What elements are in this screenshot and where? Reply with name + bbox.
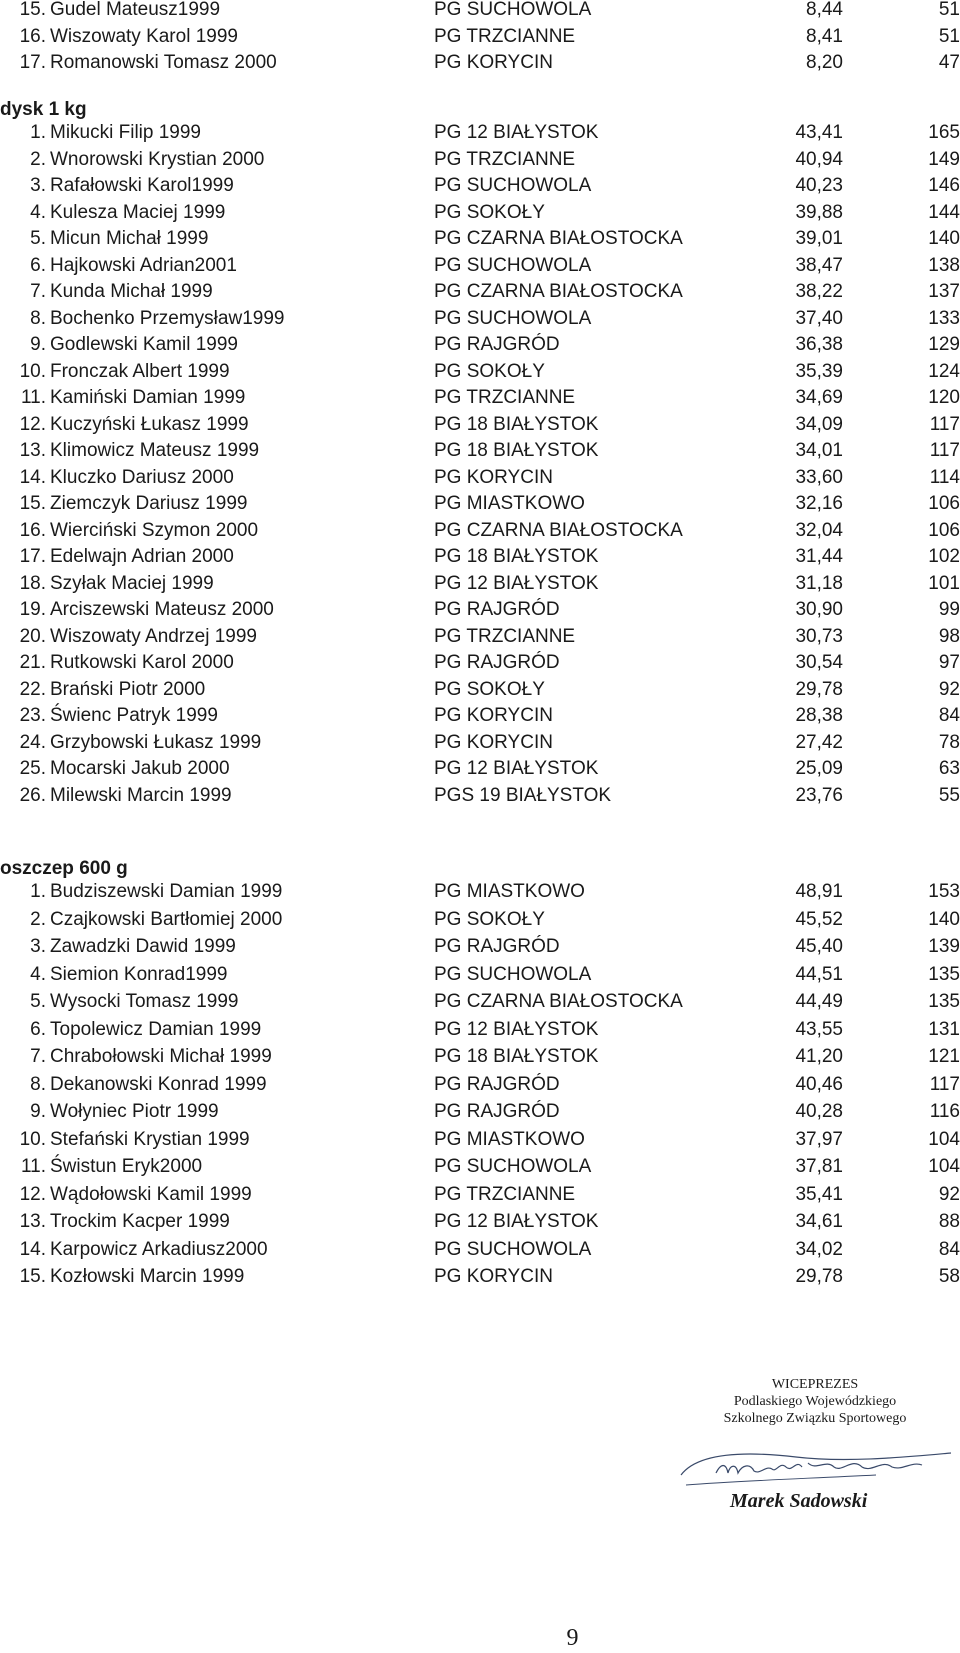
result-row bbox=[0, 879, 960, 905]
cell-school: PG RAJGRÓD bbox=[434, 599, 560, 620]
cell-points: 149 bbox=[928, 148, 960, 170]
cell-points: 98 bbox=[938, 625, 960, 647]
result-row bbox=[0, 1209, 960, 1235]
cell-points: 165 bbox=[928, 122, 960, 143]
cell-name: Wnorowski Krystian 2000 bbox=[50, 148, 265, 170]
cell-num: 14. bbox=[19, 466, 46, 488]
result-row bbox=[0, 279, 960, 305]
result-row bbox=[0, 491, 960, 517]
result-row bbox=[0, 1099, 960, 1125]
result-row bbox=[0, 1237, 960, 1263]
cell-num: 17. bbox=[19, 52, 46, 73]
cell-points: 106 bbox=[928, 493, 960, 514]
result-row bbox=[0, 438, 960, 464]
cell-num: 3. bbox=[30, 936, 46, 957]
cell-result: 48,91 bbox=[795, 881, 843, 902]
cell-num: 11. bbox=[20, 387, 46, 408]
cell-num: 6. bbox=[30, 254, 46, 276]
cell-result: 37,81 bbox=[795, 1156, 843, 1177]
cell-points: 51 bbox=[938, 25, 960, 47]
result-row bbox=[0, 147, 960, 173]
javelin-heading: oszczep 600 g bbox=[0, 858, 128, 879]
cell-num: 1. bbox=[30, 881, 46, 902]
cell-result: 37,40 bbox=[795, 307, 843, 329]
cell-name: Fronczak Albert 1999 bbox=[50, 360, 230, 382]
cell-num: 16. bbox=[19, 25, 46, 47]
cell-school: PG MIASTKOWO bbox=[434, 1128, 585, 1150]
handwritten-signature bbox=[676, 1445, 956, 1490]
cell-name: Trockim Kacper 1999 bbox=[50, 1211, 230, 1232]
cell-school: PG SUCHOWOLA bbox=[434, 963, 592, 985]
cell-result: 31,18 bbox=[795, 572, 843, 594]
cell-name: Siemion Konrad1999 bbox=[50, 963, 228, 985]
cell-name: Godlewski Kamil 1999 bbox=[50, 334, 238, 355]
cell-school: PG TRZCIANNE bbox=[434, 1183, 576, 1205]
cell-num: 4. bbox=[30, 963, 46, 985]
cell-num: 26. bbox=[19, 784, 46, 806]
cell-points: 120 bbox=[928, 387, 960, 408]
cell-num: 18. bbox=[19, 572, 46, 594]
cell-school: PG SUCHOWOLA bbox=[434, 1238, 592, 1260]
result-row bbox=[0, 907, 960, 933]
cell-num: 25. bbox=[19, 758, 46, 779]
cell-num: 2. bbox=[30, 908, 46, 930]
cell-points: 114 bbox=[929, 466, 960, 488]
cell-result: 25,09 bbox=[795, 758, 843, 779]
cell-school: PG SOKOŁY bbox=[434, 678, 545, 700]
cell-points: 140 bbox=[928, 228, 960, 249]
cell-points: 104 bbox=[928, 1156, 960, 1177]
cell-result: 40,46 bbox=[795, 1073, 843, 1095]
cell-num: 16. bbox=[19, 519, 46, 541]
result-row bbox=[0, 518, 960, 544]
result-row bbox=[0, 1182, 960, 1208]
cell-name: Szyłak Maciej 1999 bbox=[50, 572, 214, 594]
cell-school: PG SOKOŁY bbox=[434, 201, 545, 223]
result-row bbox=[0, 359, 960, 385]
result-row bbox=[0, 571, 960, 597]
result-row bbox=[0, 385, 960, 411]
cell-name: Micun Michał 1999 bbox=[50, 228, 209, 249]
cell-name: Romanowski Tomasz 2000 bbox=[50, 52, 277, 73]
cell-points: 124 bbox=[928, 360, 960, 382]
result-row bbox=[0, 1044, 960, 1070]
cell-points: 104 bbox=[928, 1128, 960, 1150]
cell-school: PG 12 BIAŁYSTOK bbox=[434, 1211, 599, 1232]
cell-points: 138 bbox=[928, 254, 960, 276]
cell-result: 31,44 bbox=[795, 546, 843, 567]
result-row bbox=[0, 544, 960, 570]
cell-name: Chrabołowski Michał 1999 bbox=[50, 1046, 272, 1067]
cell-school: PG KORYCIN bbox=[434, 731, 553, 753]
cell-num: 15. bbox=[19, 1266, 46, 1287]
cell-name: Mikucki Filip 1999 bbox=[50, 122, 201, 143]
cell-points: 137 bbox=[928, 281, 960, 302]
result-row bbox=[0, 1072, 960, 1098]
cell-points: 101 bbox=[928, 572, 960, 594]
cell-num: 9. bbox=[30, 334, 46, 355]
signature-title-block bbox=[690, 1376, 940, 1427]
cell-school: PG TRZCIANNE bbox=[434, 625, 576, 647]
cell-result: 34,09 bbox=[795, 413, 843, 435]
cell-school: PG SUCHOWOLA bbox=[434, 254, 592, 276]
cell-result: 29,78 bbox=[795, 1266, 843, 1287]
cell-school: PG RAJGRÓD bbox=[434, 334, 560, 355]
cell-school: PG SUCHOWOLA bbox=[434, 175, 592, 196]
cell-name: Wołyniec Piotr 1999 bbox=[50, 1101, 219, 1122]
cell-name: Karpowicz Arkadiusz2000 bbox=[50, 1238, 268, 1260]
signature-line-1: Podlaskiego Wojewódzkiego bbox=[733, 1394, 897, 1409]
cell-school: PG CZARNA BIAŁOSTOCKA bbox=[434, 281, 683, 302]
cell-result: 27,42 bbox=[795, 731, 843, 753]
cell-points: 135 bbox=[928, 963, 960, 985]
cell-num: 20. bbox=[19, 625, 46, 647]
result-row bbox=[0, 650, 960, 676]
cell-result: 32,04 bbox=[795, 519, 843, 541]
cell-result: 8,41 bbox=[806, 25, 843, 47]
result-row bbox=[0, 24, 960, 50]
cell-school: PG 18 BIAŁYSTOK bbox=[434, 546, 599, 567]
cell-result: 38,22 bbox=[795, 281, 843, 302]
cell-name: Gudel Mateusz1999 bbox=[50, 0, 221, 20]
cell-school: PG 18 BIAŁYSTOK bbox=[434, 1046, 599, 1067]
cell-name: Kozłowski Marcin 1999 bbox=[50, 1266, 245, 1287]
cell-points: 99 bbox=[938, 599, 960, 620]
cell-name: Stefański Krystian 1999 bbox=[50, 1128, 250, 1150]
cell-school: PG 12 BIAŁYSTOK bbox=[434, 758, 599, 779]
cell-points: 140 bbox=[928, 908, 960, 930]
cell-name: Rutkowski Karol 2000 bbox=[50, 652, 234, 673]
cell-result: 45,52 bbox=[795, 908, 843, 930]
cell-result: 37,97 bbox=[795, 1128, 843, 1150]
cell-result: 41,20 bbox=[795, 1046, 843, 1067]
cell-school: PG CZARNA BIAŁOSTOCKA bbox=[434, 519, 683, 541]
result-row bbox=[0, 783, 960, 809]
cell-result: 33,60 bbox=[795, 466, 843, 488]
result-row bbox=[0, 1154, 960, 1180]
cell-points: 92 bbox=[938, 678, 960, 700]
cell-num: 12. bbox=[19, 413, 46, 435]
cell-points: 117 bbox=[929, 440, 960, 461]
cell-school: PG SUCHOWOLA bbox=[434, 0, 592, 20]
discus-heading: dysk 1 kg bbox=[0, 99, 87, 120]
result-row bbox=[0, 624, 960, 650]
cell-name: Wysocki Tomasz 1999 bbox=[50, 991, 239, 1012]
cell-name: Wądołowski Kamil 1999 bbox=[50, 1183, 252, 1205]
cell-points: 121 bbox=[928, 1046, 960, 1067]
cell-school: PG KORYCIN bbox=[434, 52, 553, 73]
cell-result: 30,90 bbox=[795, 599, 843, 620]
cell-num: 15. bbox=[19, 493, 46, 514]
cell-school: PGS 19 BIAŁYSTOK bbox=[434, 784, 612, 806]
cell-num: 7. bbox=[30, 1046, 46, 1067]
cell-points: 84 bbox=[938, 1238, 960, 1260]
cell-name: Bochenko Przemysław1999 bbox=[50, 307, 285, 329]
cell-points: 106 bbox=[928, 519, 960, 541]
cell-points: 135 bbox=[928, 991, 960, 1012]
cell-name: Ziemczyk Dariusz 1999 bbox=[50, 493, 248, 514]
cell-school: PG CZARNA BIAŁOSTOCKA bbox=[434, 228, 683, 249]
cell-school: PG MIASTKOWO bbox=[434, 881, 585, 902]
cell-num: 13. bbox=[19, 440, 46, 461]
cell-num: 23. bbox=[19, 705, 46, 726]
cell-school: PG RAJGRÓD bbox=[434, 1101, 560, 1122]
cell-num: 24. bbox=[19, 731, 46, 753]
cell-result: 32,16 bbox=[795, 493, 843, 514]
cell-name: Mocarski Jakub 2000 bbox=[50, 758, 230, 779]
cell-name: Topolewicz Damian 1999 bbox=[50, 1018, 262, 1040]
cell-num: 22. bbox=[19, 678, 46, 700]
cell-result: 23,76 bbox=[795, 784, 843, 806]
result-row bbox=[0, 1264, 960, 1290]
result-row bbox=[0, 934, 960, 960]
cell-name: Zawadzki Dawid 1999 bbox=[50, 936, 236, 957]
cell-result: 30,54 bbox=[795, 652, 843, 673]
cell-points: 146 bbox=[928, 175, 960, 196]
result-row bbox=[0, 703, 960, 729]
signatory-name: Marek Sadowski bbox=[730, 1490, 868, 1512]
cell-school: PG KORYCIN bbox=[434, 466, 553, 488]
result-row bbox=[0, 0, 960, 23]
cell-name: Kunda Michał 1999 bbox=[50, 281, 213, 302]
cell-points: 92 bbox=[938, 1183, 960, 1205]
cell-result: 34,01 bbox=[795, 440, 843, 461]
cell-result: 34,02 bbox=[795, 1238, 843, 1260]
cell-points: 131 bbox=[928, 1018, 960, 1040]
cell-points: 47 bbox=[938, 52, 960, 73]
cell-name: Kamiński Damian 1999 bbox=[50, 387, 246, 408]
cell-name: Hajkowski Adrian2001 bbox=[50, 254, 237, 276]
cell-result: 44,49 bbox=[795, 991, 843, 1012]
cell-num: 17. bbox=[19, 546, 46, 567]
cell-name: Kluczko Dariusz 2000 bbox=[50, 466, 234, 488]
result-row bbox=[0, 1127, 960, 1153]
cell-school: PG TRZCIANNE bbox=[434, 148, 576, 170]
cell-name: Rafałowski Karol1999 bbox=[50, 175, 234, 196]
cell-num: 11. bbox=[20, 1156, 46, 1177]
cell-num: 12. bbox=[19, 1183, 46, 1205]
cell-result: 39,88 bbox=[795, 201, 843, 223]
cell-points: 84 bbox=[938, 705, 960, 726]
cell-name: Wierciński Szymon 2000 bbox=[50, 519, 259, 541]
cell-points: 153 bbox=[928, 881, 960, 902]
cell-name: Dekanowski Konrad 1999 bbox=[50, 1073, 267, 1095]
cell-name: Brański Piotr 2000 bbox=[50, 678, 206, 700]
result-row bbox=[0, 730, 960, 756]
signature-line-2: Szkolnego Związku Sportowego bbox=[723, 1411, 907, 1426]
cell-result: 44,51 bbox=[795, 963, 843, 985]
cell-result: 43,55 bbox=[795, 1018, 843, 1040]
cell-name: Edelwajn Adrian 2000 bbox=[50, 546, 234, 567]
cell-name: Czajkowski Bartłomiej 2000 bbox=[50, 908, 283, 930]
cell-points: 102 bbox=[928, 546, 960, 567]
cell-points: 133 bbox=[928, 307, 960, 329]
signature-title: WICEPREZES bbox=[771, 1377, 859, 1392]
cell-name: Arciszewski Mateusz 2000 bbox=[50, 599, 274, 620]
cell-school: PG 18 BIAŁYSTOK bbox=[434, 413, 599, 435]
cell-name: Kulesza Maciej 1999 bbox=[50, 201, 226, 223]
page-number: 9 bbox=[566, 1625, 579, 1651]
cell-name: Wiszowaty Andrzej 1999 bbox=[50, 625, 257, 647]
cell-points: 144 bbox=[928, 201, 960, 223]
result-row bbox=[0, 962, 960, 988]
cell-result: 34,61 bbox=[795, 1211, 843, 1232]
result-row bbox=[0, 120, 960, 146]
cell-school: PG SOKOŁY bbox=[434, 908, 545, 930]
cell-name: Grzybowski Łukasz 1999 bbox=[50, 731, 262, 753]
result-row bbox=[0, 989, 960, 1015]
cell-num: 9. bbox=[30, 1101, 46, 1122]
result-row bbox=[0, 50, 960, 76]
cell-school: PG TRZCIANNE bbox=[434, 387, 576, 408]
cell-result: 39,01 bbox=[795, 228, 843, 249]
cell-school: PG KORYCIN bbox=[434, 705, 553, 726]
cell-result: 28,38 bbox=[795, 705, 843, 726]
cell-num: 21. bbox=[19, 652, 46, 673]
result-row bbox=[0, 412, 960, 438]
result-row bbox=[0, 1017, 960, 1043]
cell-num: 6. bbox=[30, 1018, 46, 1040]
result-row bbox=[0, 200, 960, 226]
cell-name: Świenc Patryk 1999 bbox=[50, 705, 218, 726]
cell-points: 55 bbox=[938, 784, 960, 806]
cell-school: PG 12 BIAŁYSTOK bbox=[434, 1018, 599, 1040]
cell-result: 36,38 bbox=[795, 334, 843, 355]
result-row bbox=[0, 306, 960, 332]
cell-num: 1. bbox=[30, 122, 46, 143]
cell-result: 35,41 bbox=[795, 1183, 843, 1205]
cell-num: 3. bbox=[30, 175, 46, 196]
result-row bbox=[0, 226, 960, 252]
cell-name: Milewski Marcin 1999 bbox=[50, 784, 232, 806]
cell-num: 8. bbox=[30, 307, 46, 329]
cell-num: 4. bbox=[30, 201, 46, 223]
cell-num: 13. bbox=[19, 1211, 46, 1232]
cell-school: PG RAJGRÓD bbox=[434, 652, 560, 673]
cell-result: 8,44 bbox=[806, 0, 843, 20]
cell-result: 30,73 bbox=[795, 625, 843, 647]
cell-num: 7. bbox=[30, 281, 46, 302]
cell-num: 10. bbox=[19, 360, 46, 382]
cell-num: 8. bbox=[30, 1073, 46, 1095]
result-row bbox=[0, 597, 960, 623]
cell-points: 78 bbox=[938, 731, 960, 753]
cell-points: 116 bbox=[929, 1101, 960, 1122]
cell-name: Klimowicz Mateusz 1999 bbox=[50, 440, 260, 461]
cell-result: 40,28 bbox=[795, 1101, 843, 1122]
cell-school: PG 12 BIAŁYSTOK bbox=[434, 122, 599, 143]
result-row bbox=[0, 253, 960, 279]
cell-school: PG RAJGRÓD bbox=[434, 1073, 560, 1095]
cell-school: PG MIASTKOWO bbox=[434, 493, 585, 514]
result-row bbox=[0, 677, 960, 703]
cell-num: 15. bbox=[19, 0, 46, 20]
cell-num: 5. bbox=[30, 228, 46, 249]
cell-school: PG SUCHOWOLA bbox=[434, 307, 592, 329]
cell-school: PG 12 BIAŁYSTOK bbox=[434, 572, 599, 594]
cell-points: 88 bbox=[938, 1211, 960, 1232]
cell-points: 139 bbox=[928, 936, 960, 957]
result-row bbox=[0, 173, 960, 199]
cell-result: 38,47 bbox=[795, 254, 843, 276]
cell-school: PG 18 BIAŁYSTOK bbox=[434, 440, 599, 461]
cell-num: 2. bbox=[30, 148, 46, 170]
cell-school: PG CZARNA BIAŁOSTOCKA bbox=[434, 991, 683, 1012]
cell-points: 51 bbox=[938, 0, 960, 20]
cell-name: Świstun Eryk2000 bbox=[50, 1156, 203, 1177]
cell-num: 5. bbox=[30, 991, 46, 1012]
cell-school: PG KORYCIN bbox=[434, 1266, 553, 1287]
cell-school: PG SOKOŁY bbox=[434, 360, 545, 382]
cell-points: 117 bbox=[929, 413, 960, 435]
cell-result: 35,39 bbox=[795, 360, 843, 382]
cell-num: 19. bbox=[19, 599, 46, 620]
cell-num: 14. bbox=[19, 1238, 46, 1260]
cell-num: 10. bbox=[19, 1128, 46, 1150]
cell-points: 58 bbox=[938, 1266, 960, 1287]
result-row bbox=[0, 332, 960, 358]
cell-school: PG SUCHOWOLA bbox=[434, 1156, 592, 1177]
cell-result: 34,69 bbox=[795, 387, 843, 408]
result-row bbox=[0, 756, 960, 782]
cell-points: 129 bbox=[928, 334, 960, 355]
cell-result: 40,94 bbox=[795, 148, 843, 170]
cell-school: PG TRZCIANNE bbox=[434, 25, 576, 47]
cell-points: 97 bbox=[938, 652, 960, 673]
cell-name: Budziszewski Damian 1999 bbox=[50, 881, 283, 902]
cell-name: Kuczyński Łukasz 1999 bbox=[50, 413, 249, 435]
cell-school: PG RAJGRÓD bbox=[434, 936, 560, 957]
cell-result: 8,20 bbox=[806, 52, 843, 73]
cell-points: 63 bbox=[938, 758, 960, 779]
result-row bbox=[0, 465, 960, 491]
cell-points: 117 bbox=[929, 1073, 960, 1095]
cell-name: Wiszowaty Karol 1999 bbox=[50, 25, 238, 47]
cell-result: 29,78 bbox=[795, 678, 843, 700]
cell-result: 43,41 bbox=[795, 122, 843, 143]
cell-result: 40,23 bbox=[795, 175, 843, 196]
cell-result: 45,40 bbox=[795, 936, 843, 957]
